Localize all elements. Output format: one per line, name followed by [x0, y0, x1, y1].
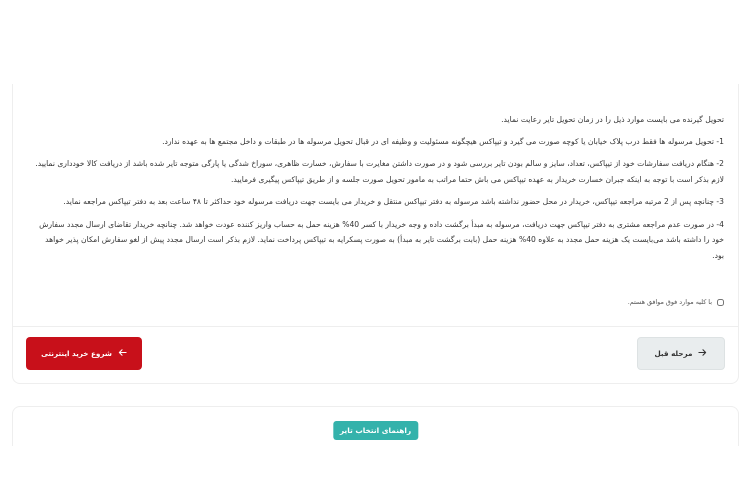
previous-step-button[interactable] [637, 337, 725, 370]
agree-label: با کلیه موارد فوق موافق هستم. [627, 298, 712, 306]
terms-item-2: 2- هنگام دریافت سفارشات خود از تیپاکس، تعداد، سایز و سالم بودن تایر بررسی شود و در صورت داشتن مغایرت با سفارش، خسارت ظاهری، سوراخ شدگی یا پارگی متوجه تایر شده باشد از دریافت کالا خودداری نمایید. لازم بذکر است با توجه به اینکه جبران خسارت خریدار به عهده تیپاکس می باش حتما مراتب به مامور تحویل صورت جلسه و از طریق تیپاکس پیگیری فرمایید. [35, 159, 724, 184]
terms-card [12, 84, 739, 384]
terms-item-1: 1- تحویل مرسوله ها فقط درب پلاک خیابان یا کوچه صورت می گیرد و تیپاکس هیچگونه مسئولیت و وظیفه ای در قبال تحویل مرسوله ها در طبقات و داخل مجتمع ها به عهده ندارد. [162, 136, 724, 146]
tire-guide-card [12, 406, 739, 446]
arrow-left-icon [118, 348, 127, 359]
arrow-right-icon [698, 348, 707, 359]
agree-row[interactable] [628, 298, 724, 306]
divider [13, 326, 738, 327]
tire-selection-guide-button[interactable]: راهنمای انتخاب تایر [333, 421, 418, 440]
terms-content [31, 112, 724, 270]
start-online-purchase-label: شروع خرید اینترنتی [41, 349, 112, 358]
terms-item-3: 3- چنانچه پس از 2 مرتبه مراجعه تیپاکس، خریدار در محل حضور نداشته باشد مرسوله به دفتر تیپاکس منتقل و خریدار می بایست جهت دریافت مرسوله خود حداکثر تا ۴۸ ساعت بعد به دفتر تیپاکس مراجعه نماید. [63, 197, 724, 206]
terms-intro: تحویل گیرنده می بایست موارد ذیل را در زمان تحویل تایر رعایت نماید. [501, 115, 724, 124]
previous-step-label: مرحله قبل [654, 349, 693, 358]
agree-checkbox[interactable] [717, 299, 724, 306]
terms-item-4: 4- در صورت عدم مراجعه مشتری به دفتر تیپاکس جهت دریافت، مرسوله به مبدأ برگشت داده و وجه خریدار با کسر 40% هزینه حمل به حساب واریز کننده عودت خواهد شد. چنانچه خریدار تقاضای ارسال مجدد سفارش خود را داشته باشد می‌بایست یک هزینه حمل مجدد به علاوه 40% هزینه حمل (بابت برگشت تایر به مبدأ) به صورت پسکرایه به تیپاکس پرداخت نماید. لازم بذکر است ارسال مجدد پیش از لغو سفارش امکان پذیر خواهد بود. [39, 219, 724, 260]
start-online-purchase-button[interactable] [26, 337, 142, 370]
